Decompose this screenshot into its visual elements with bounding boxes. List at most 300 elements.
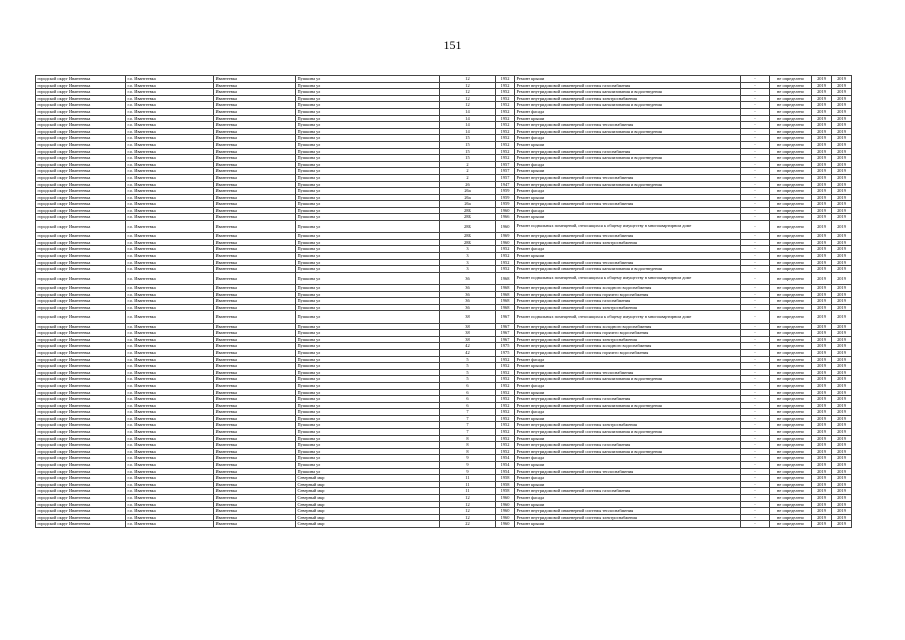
street-cell: Пушкина ул bbox=[296, 455, 440, 462]
build-year-cell: 1975 bbox=[496, 349, 515, 356]
build-year-cell: 1959 bbox=[496, 188, 515, 195]
status-cell: не определено bbox=[770, 376, 812, 383]
cost-cell: - bbox=[741, 188, 770, 195]
repair-work-cell: Ремонт внутридомовой инженерной системы канализования и водоотведения bbox=[515, 155, 741, 162]
settlement-cell: г.о. Ивантеевка bbox=[126, 128, 214, 135]
start-year-cell: 2019 bbox=[812, 188, 832, 195]
end-year-cell: 2019 bbox=[832, 304, 852, 311]
start-year-cell: 2019 bbox=[812, 135, 832, 142]
street-cell: Северный мкр bbox=[296, 508, 440, 515]
street-cell: Пушкина ул bbox=[296, 161, 440, 168]
street-cell: Пушкина ул bbox=[296, 429, 440, 436]
repair-work-cell: Ремонт внутридомовой инженерной системы канализования и водоотведения bbox=[515, 128, 741, 135]
cost-cell: - bbox=[741, 161, 770, 168]
city-cell: Ивантеевка bbox=[214, 207, 296, 214]
repair-work-cell: Ремонт фасада bbox=[515, 495, 741, 502]
house-number-cell: 36 bbox=[440, 298, 496, 305]
street-cell: Пушкина ул bbox=[296, 221, 440, 233]
repair-work-cell: Ремонт внутридомовой инженерной системы электроснабжения bbox=[515, 336, 741, 343]
settlement-cell: г.о. Ивантеевка bbox=[126, 363, 214, 370]
start-year-cell: 2019 bbox=[812, 488, 832, 495]
start-year-cell: 2019 bbox=[812, 304, 832, 311]
street-cell: Пушкина ул bbox=[296, 323, 440, 330]
municipal-district-cell: городской округ Ивантеевка bbox=[36, 501, 126, 508]
table-row bbox=[36, 481, 852, 488]
repair-work-cell: Ремонт крыши bbox=[515, 214, 741, 221]
settlement-cell: г.о. Ивантеевка bbox=[126, 521, 214, 528]
city-cell: Ивантеевка bbox=[214, 298, 296, 305]
end-year-cell: 2019 bbox=[832, 468, 852, 475]
city-cell: Ивантеевка bbox=[214, 343, 296, 350]
street-cell: Пушкина ул bbox=[296, 343, 440, 350]
repair-work-cell: Ремонт подвальных помещений, относящихся к общему имуществу в многоквартирном доме bbox=[515, 272, 741, 284]
house-number-cell: 11 bbox=[440, 475, 496, 482]
repair-work-cell: Ремонт внутридомовой инженерной системы канализования и водоотведения bbox=[515, 181, 741, 188]
build-year-cell: 1960 bbox=[496, 514, 515, 521]
build-year-cell: 1968 bbox=[496, 291, 515, 298]
house-number-cell: 8 bbox=[440, 435, 496, 442]
table-row bbox=[36, 311, 852, 323]
cost-cell: - bbox=[741, 514, 770, 521]
table-row bbox=[36, 455, 852, 462]
street-cell: Пушкина ул bbox=[296, 402, 440, 409]
municipal-district-cell: городской округ Ивантеевка bbox=[36, 194, 126, 201]
start-year-cell: 2019 bbox=[812, 141, 832, 148]
end-year-cell: 2019 bbox=[832, 343, 852, 350]
build-year-cell: 1952 bbox=[496, 376, 515, 383]
municipal-district-cell: городской округ Ивантеевка bbox=[36, 253, 126, 260]
start-year-cell: 2019 bbox=[812, 396, 832, 403]
build-year-cell: 1960 bbox=[496, 239, 515, 246]
settlement-cell: г.о. Ивантеевка bbox=[126, 343, 214, 350]
municipal-district-cell: городской округ Ивантеевка bbox=[36, 521, 126, 528]
build-year-cell: 1952 bbox=[496, 356, 515, 363]
end-year-cell: 2019 bbox=[832, 508, 852, 515]
end-year-cell: 2019 bbox=[832, 429, 852, 436]
build-year-cell: 1958 bbox=[496, 488, 515, 495]
table-row bbox=[36, 514, 852, 521]
repair-work-cell: Ремонт крыши bbox=[515, 76, 741, 83]
street-cell: Пушкина ул bbox=[296, 95, 440, 102]
status-cell: не определено bbox=[770, 108, 812, 115]
build-year-cell: 1968 bbox=[496, 298, 515, 305]
end-year-cell: 2019 bbox=[832, 376, 852, 383]
status-cell: не определено bbox=[770, 415, 812, 422]
municipal-district-cell: городской округ Ивантеевка bbox=[36, 201, 126, 208]
settlement-cell: г.о. Ивантеевка bbox=[126, 481, 214, 488]
build-year-cell: 1952 bbox=[496, 259, 515, 266]
start-year-cell: 2019 bbox=[812, 128, 832, 135]
repair-work-cell: Ремонт подвальных помещений, относящихся к общему имуществу в многоквартирном доме bbox=[515, 311, 741, 323]
table-row bbox=[36, 475, 852, 482]
house-number-cell: 22 bbox=[440, 521, 496, 528]
build-year-cell: 1952 bbox=[496, 429, 515, 436]
settlement-cell: г.о. Ивантеевка bbox=[126, 311, 214, 323]
status-cell: не определено bbox=[770, 148, 812, 155]
repair-work-cell: Ремонт крыши bbox=[515, 168, 741, 175]
end-year-cell: 2019 bbox=[832, 135, 852, 142]
start-year-cell: 2019 bbox=[812, 181, 832, 188]
cost-cell: - bbox=[741, 363, 770, 370]
cost-cell: - bbox=[741, 148, 770, 155]
city-cell: Ивантеевка bbox=[214, 272, 296, 284]
city-cell: Ивантеевка bbox=[214, 122, 296, 129]
build-year-cell: 1959 bbox=[496, 194, 515, 201]
street-cell: Пушкина ул bbox=[296, 201, 440, 208]
settlement-cell: г.о. Ивантеевка bbox=[126, 168, 214, 175]
build-year-cell: 1967 bbox=[496, 311, 515, 323]
end-year-cell: 2019 bbox=[832, 201, 852, 208]
street-cell: Пушкина ул bbox=[296, 376, 440, 383]
cost-cell: - bbox=[741, 508, 770, 515]
end-year-cell: 2019 bbox=[832, 214, 852, 221]
status-cell: не определено bbox=[770, 246, 812, 253]
street-cell: Пушкина ул bbox=[296, 422, 440, 429]
cost-cell: - bbox=[741, 122, 770, 129]
cost-cell: - bbox=[741, 415, 770, 422]
cost-cell: - bbox=[741, 135, 770, 142]
status-cell: не определено bbox=[770, 448, 812, 455]
municipal-district-cell: городской округ Ивантеевка bbox=[36, 481, 126, 488]
end-year-cell: 2019 bbox=[832, 253, 852, 260]
city-cell: Ивантеевка bbox=[214, 311, 296, 323]
street-cell: Пушкина ул bbox=[296, 76, 440, 83]
street-cell: Северный мкр bbox=[296, 521, 440, 528]
city-cell: Ивантеевка bbox=[214, 291, 296, 298]
street-cell: Пушкина ул bbox=[296, 128, 440, 135]
end-year-cell: 2019 bbox=[832, 181, 852, 188]
repair-work-cell: Ремонт внутридомовой инженерной системы газоснабжения bbox=[515, 488, 741, 495]
build-year-cell: 1952 bbox=[496, 253, 515, 260]
start-year-cell: 2019 bbox=[812, 349, 832, 356]
start-year-cell: 2019 bbox=[812, 259, 832, 266]
start-year-cell: 2019 bbox=[812, 455, 832, 462]
city-cell: Ивантеевка bbox=[214, 233, 296, 240]
cost-cell: - bbox=[741, 501, 770, 508]
house-number-cell: 15 bbox=[440, 135, 496, 142]
cost-cell: - bbox=[741, 115, 770, 122]
repair-work-cell: Ремонт крыши bbox=[515, 481, 741, 488]
house-number-cell: 36 bbox=[440, 285, 496, 292]
status-cell: не определено bbox=[770, 468, 812, 475]
cost-cell: - bbox=[741, 108, 770, 115]
build-year-cell: 1960 bbox=[496, 495, 515, 502]
build-year-cell: 1969 bbox=[496, 233, 515, 240]
street-cell: Пушкина ул bbox=[296, 291, 440, 298]
house-number-cell: 8 bbox=[440, 448, 496, 455]
city-cell: Ивантеевка bbox=[214, 455, 296, 462]
start-year-cell: 2019 bbox=[812, 336, 832, 343]
house-number-cell: 3 bbox=[440, 253, 496, 260]
end-year-cell: 2019 bbox=[832, 272, 852, 284]
build-year-cell: 1960 bbox=[496, 221, 515, 233]
end-year-cell: 2019 bbox=[832, 415, 852, 422]
house-number-cell: 2 bbox=[440, 161, 496, 168]
house-number-cell: 38 bbox=[440, 330, 496, 337]
start-year-cell: 2019 bbox=[812, 82, 832, 89]
municipal-district-cell: городской округ Ивантеевка bbox=[36, 475, 126, 482]
end-year-cell: 2019 bbox=[832, 82, 852, 89]
build-year-cell: 1975 bbox=[496, 343, 515, 350]
cost-cell: - bbox=[741, 239, 770, 246]
city-cell: Ивантеевка bbox=[214, 501, 296, 508]
municipal-district-cell: городской округ Ивантеевка bbox=[36, 343, 126, 350]
cost-cell: - bbox=[741, 102, 770, 109]
start-year-cell: 2019 bbox=[812, 415, 832, 422]
start-year-cell: 2019 bbox=[812, 389, 832, 396]
status-cell: не определено bbox=[770, 95, 812, 102]
status-cell: не определено bbox=[770, 285, 812, 292]
end-year-cell: 2019 bbox=[832, 194, 852, 201]
table-row bbox=[36, 508, 852, 515]
repair-work-cell: Ремонт внутридомовой инженерной системы теплоснабжения bbox=[515, 122, 741, 129]
start-year-cell: 2019 bbox=[812, 442, 832, 449]
start-year-cell: 2019 bbox=[812, 239, 832, 246]
cost-cell: - bbox=[741, 181, 770, 188]
status-cell: не определено bbox=[770, 462, 812, 469]
cost-cell: - bbox=[741, 323, 770, 330]
table-row bbox=[36, 181, 852, 188]
table-row bbox=[36, 356, 852, 363]
repair-work-cell: Ремонт крыши bbox=[515, 141, 741, 148]
city-cell: Ивантеевка bbox=[214, 155, 296, 162]
cost-cell: - bbox=[741, 201, 770, 208]
city-cell: Ивантеевка bbox=[214, 82, 296, 89]
cost-cell: - bbox=[741, 376, 770, 383]
start-year-cell: 2019 bbox=[812, 495, 832, 502]
settlement-cell: г.о. Ивантеевка bbox=[126, 376, 214, 383]
settlement-cell: г.о. Ивантеевка bbox=[126, 488, 214, 495]
end-year-cell: 2019 bbox=[832, 207, 852, 214]
cost-cell: - bbox=[741, 311, 770, 323]
house-number-cell: 12 bbox=[440, 89, 496, 96]
status-cell: не определено bbox=[770, 253, 812, 260]
table-row bbox=[36, 462, 852, 469]
end-year-cell: 2019 bbox=[832, 95, 852, 102]
status-cell: не определено bbox=[770, 311, 812, 323]
settlement-cell: г.о. Ивантеевка bbox=[126, 455, 214, 462]
repair-work-cell: Ремонт крыши bbox=[515, 253, 741, 260]
house-number-cell: 28Б bbox=[440, 214, 496, 221]
city-cell: Ивантеевка bbox=[214, 89, 296, 96]
repair-work-cell: Ремонт внутридомовой инженерной системы холодного водоснабжения bbox=[515, 285, 741, 292]
repair-work-cell: Ремонт крыши bbox=[515, 389, 741, 396]
table-row bbox=[36, 155, 852, 162]
cost-cell: - bbox=[741, 246, 770, 253]
build-year-cell: 1952 bbox=[496, 435, 515, 442]
municipal-district-cell: городской округ Ивантеевка bbox=[36, 135, 126, 142]
house-number-cell: 3 bbox=[440, 266, 496, 273]
cost-cell: - bbox=[741, 402, 770, 409]
street-cell: Пушкина ул bbox=[296, 207, 440, 214]
end-year-cell: 2019 bbox=[832, 188, 852, 195]
end-year-cell: 2019 bbox=[832, 389, 852, 396]
build-year-cell: 1954 bbox=[496, 462, 515, 469]
municipal-district-cell: городской округ Ивантеевка bbox=[36, 336, 126, 343]
city-cell: Ивантеевка bbox=[214, 363, 296, 370]
city-cell: Ивантеевка bbox=[214, 181, 296, 188]
repair-work-cell: Ремонт внутридомовой инженерной системы газоснабжения bbox=[515, 82, 741, 89]
repair-work-cell: Ремонт фасада bbox=[515, 108, 741, 115]
city-cell: Ивантеевка bbox=[214, 115, 296, 122]
status-cell: не определено bbox=[770, 207, 812, 214]
settlement-cell: г.о. Ивантеевка bbox=[126, 155, 214, 162]
street-cell: Пушкина ул bbox=[296, 122, 440, 129]
table-row bbox=[36, 468, 852, 475]
end-year-cell: 2019 bbox=[832, 409, 852, 416]
cost-cell: - bbox=[741, 336, 770, 343]
settlement-cell: г.о. Ивантеевка bbox=[126, 115, 214, 122]
street-cell: Пушкина ул bbox=[296, 108, 440, 115]
street-cell: Пушкина ул bbox=[296, 214, 440, 221]
city-cell: Ивантеевка bbox=[214, 402, 296, 409]
start-year-cell: 2019 bbox=[812, 448, 832, 455]
table-row bbox=[36, 304, 852, 311]
city-cell: Ивантеевка bbox=[214, 442, 296, 449]
street-cell: Пушкина ул bbox=[296, 82, 440, 89]
house-number-cell: 15 bbox=[440, 155, 496, 162]
city-cell: Ивантеевка bbox=[214, 239, 296, 246]
street-cell: Пушкина ул bbox=[296, 298, 440, 305]
house-number-cell: 42 bbox=[440, 349, 496, 356]
start-year-cell: 2019 bbox=[812, 521, 832, 528]
street-cell: Пушкина ул bbox=[296, 233, 440, 240]
cost-cell: - bbox=[741, 349, 770, 356]
repair-work-cell: Ремонт внутридомовой инженерной системы теплоснабжения bbox=[515, 508, 741, 515]
street-cell: Пушкина ул bbox=[296, 409, 440, 416]
status-cell: не определено bbox=[770, 481, 812, 488]
house-number-cell: 9 bbox=[440, 468, 496, 475]
house-number-cell: 42 bbox=[440, 343, 496, 350]
table-row bbox=[36, 495, 852, 502]
street-cell: Пушкина ул bbox=[296, 435, 440, 442]
end-year-cell: 2019 bbox=[832, 246, 852, 253]
cost-cell: - bbox=[741, 259, 770, 266]
status-cell: не определено bbox=[770, 508, 812, 515]
start-year-cell: 2019 bbox=[812, 435, 832, 442]
end-year-cell: 2019 bbox=[832, 349, 852, 356]
cost-cell: - bbox=[741, 266, 770, 273]
cost-cell: - bbox=[741, 382, 770, 389]
municipal-district-cell: городской округ Ивантеевка bbox=[36, 462, 126, 469]
table-row bbox=[36, 115, 852, 122]
table-row bbox=[36, 214, 852, 221]
house-number-cell: 2 bbox=[440, 174, 496, 181]
build-year-cell: 1957 bbox=[496, 168, 515, 175]
build-year-cell: 1952 bbox=[496, 76, 515, 83]
municipal-district-cell: городской округ Ивантеевка bbox=[36, 369, 126, 376]
repair-work-cell: Ремонт внутридомовой инженерной системы электроснабжения bbox=[515, 95, 741, 102]
settlement-cell: г.о. Ивантеевка bbox=[126, 336, 214, 343]
status-cell: не определено bbox=[770, 323, 812, 330]
end-year-cell: 2019 bbox=[832, 168, 852, 175]
municipal-district-cell: городской округ Ивантеевка bbox=[36, 221, 126, 233]
end-year-cell: 2019 bbox=[832, 233, 852, 240]
start-year-cell: 2019 bbox=[812, 369, 832, 376]
settlement-cell: г.о. Ивантеевка bbox=[126, 108, 214, 115]
settlement-cell: г.о. Ивантеевка bbox=[126, 76, 214, 83]
house-number-cell: 12 bbox=[440, 508, 496, 515]
street-cell: Пушкина ул bbox=[296, 239, 440, 246]
build-year-cell: 1968 bbox=[496, 285, 515, 292]
municipal-district-cell: городской округ Ивантеевка bbox=[36, 356, 126, 363]
cost-cell: - bbox=[741, 89, 770, 96]
start-year-cell: 2019 bbox=[812, 115, 832, 122]
settlement-cell: г.о. Ивантеевка bbox=[126, 174, 214, 181]
status-cell: не определено bbox=[770, 259, 812, 266]
start-year-cell: 2019 bbox=[812, 201, 832, 208]
street-cell: Северный мкр bbox=[296, 501, 440, 508]
street-cell: Пушкина ул bbox=[296, 311, 440, 323]
house-number-cell: 14 bbox=[440, 115, 496, 122]
street-cell: Пушкина ул bbox=[296, 135, 440, 142]
city-cell: Ивантеевка bbox=[214, 304, 296, 311]
city-cell: Ивантеевка bbox=[214, 422, 296, 429]
repair-work-cell: Ремонт внутридомовой инженерной системы канализования и водоотведения bbox=[515, 266, 741, 273]
cost-cell: - bbox=[741, 168, 770, 175]
city-cell: Ивантеевка bbox=[214, 475, 296, 482]
end-year-cell: 2019 bbox=[832, 323, 852, 330]
status-cell: не определено bbox=[770, 304, 812, 311]
house-number-cell: 12 bbox=[440, 501, 496, 508]
start-year-cell: 2019 bbox=[812, 402, 832, 409]
repair-work-cell: Ремонт внутридомовой инженерной системы канализования и водоотведения bbox=[515, 402, 741, 409]
street-cell: Пушкина ул bbox=[296, 442, 440, 449]
build-year-cell: 1960 bbox=[496, 501, 515, 508]
municipal-district-cell: городской округ Ивантеевка bbox=[36, 95, 126, 102]
cost-cell: - bbox=[741, 409, 770, 416]
municipal-district-cell: городской округ Ивантеевка bbox=[36, 233, 126, 240]
municipal-district-cell: городской округ Ивантеевка bbox=[36, 468, 126, 475]
municipal-district-cell: городской округ Ивантеевка bbox=[36, 82, 126, 89]
table-row bbox=[36, 323, 852, 330]
house-number-cell: 6 bbox=[440, 382, 496, 389]
table-row bbox=[36, 207, 852, 214]
house-number-cell: 7 bbox=[440, 409, 496, 416]
municipal-district-cell: городской округ Ивантеевка bbox=[36, 148, 126, 155]
table-row bbox=[36, 291, 852, 298]
house-number-cell: 36 bbox=[440, 272, 496, 284]
status-cell: не определено bbox=[770, 396, 812, 403]
build-year-cell: 1952 bbox=[496, 442, 515, 449]
municipal-district-cell: городской округ Ивантеевка bbox=[36, 389, 126, 396]
build-year-cell: 1952 bbox=[496, 389, 515, 396]
city-cell: Ивантеевка bbox=[214, 141, 296, 148]
street-cell: Северный мкр bbox=[296, 488, 440, 495]
cost-cell: - bbox=[741, 468, 770, 475]
cost-cell: - bbox=[741, 298, 770, 305]
table-row bbox=[36, 194, 852, 201]
table-row bbox=[36, 253, 852, 260]
table-row bbox=[36, 128, 852, 135]
house-number-cell: 26а bbox=[440, 201, 496, 208]
city-cell: Ивантеевка bbox=[214, 323, 296, 330]
end-year-cell: 2019 bbox=[832, 475, 852, 482]
cost-cell: - bbox=[741, 422, 770, 429]
city-cell: Ивантеевка bbox=[214, 349, 296, 356]
status-cell: не определено bbox=[770, 435, 812, 442]
end-year-cell: 2019 bbox=[832, 442, 852, 449]
house-number-cell: 26а bbox=[440, 188, 496, 195]
status-cell: не определено bbox=[770, 128, 812, 135]
status-cell: не определено bbox=[770, 521, 812, 528]
repair-work-cell: Ремонт внутридомовой инженерной системы газоснабжения bbox=[515, 396, 741, 403]
build-year-cell: 1952 bbox=[496, 266, 515, 273]
street-cell: Пушкина ул bbox=[296, 266, 440, 273]
house-number-cell: 36 bbox=[440, 291, 496, 298]
city-cell: Ивантеевка bbox=[214, 266, 296, 273]
settlement-cell: г.о. Ивантеевка bbox=[126, 475, 214, 482]
